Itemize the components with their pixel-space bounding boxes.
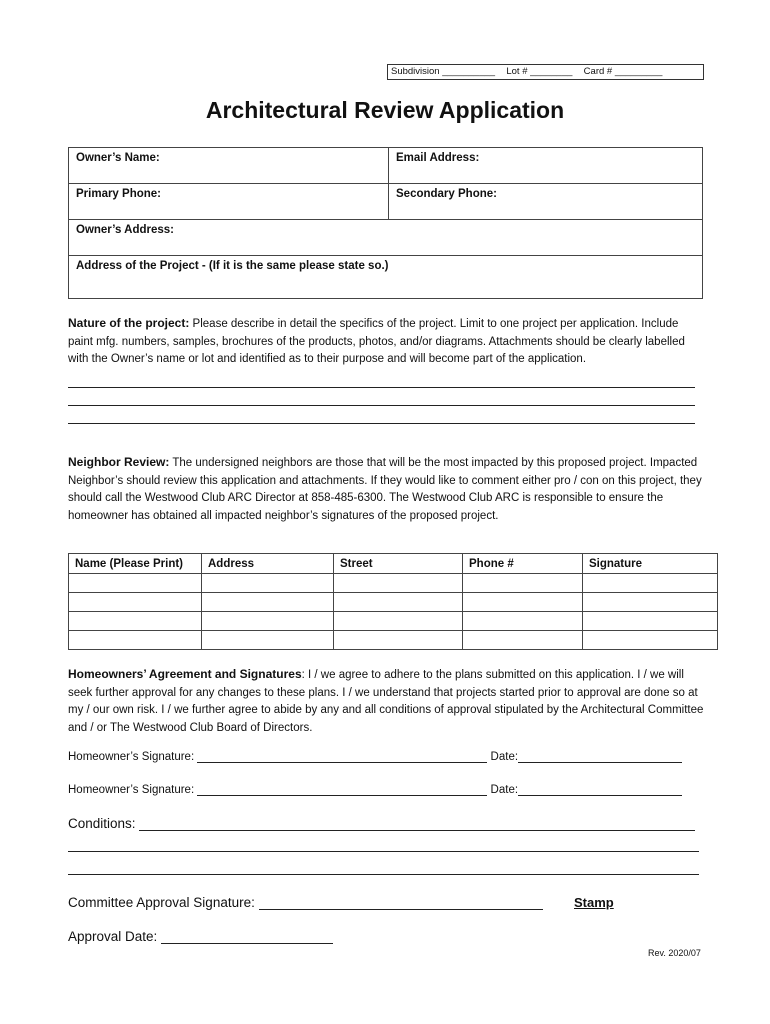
homeowner-signature-row-2 [68, 783, 682, 796]
primary-phone-label: Primary Phone: [76, 188, 161, 200]
table-cell[interactable] [69, 612, 202, 631]
table-cell[interactable] [583, 574, 718, 593]
project-address-label: Address of the Project - (If it is the same please state so.) [76, 260, 389, 272]
homeowner-signature-label: Homeowner’s Signature: [68, 784, 195, 796]
date-label: Date: [490, 751, 519, 763]
table-cell[interactable] [583, 631, 718, 650]
table-cell[interactable] [463, 612, 583, 631]
table-row [69, 631, 718, 650]
table-cell[interactable] [463, 631, 583, 650]
table-cell[interactable] [202, 593, 334, 612]
table-cell[interactable] [334, 574, 463, 593]
date-label: Date: [490, 784, 519, 796]
homeowner-signature-label: Homeowner’s Signature: [68, 751, 195, 763]
nature-of-project-section [68, 315, 704, 369]
conditions-line-1[interactable] [139, 818, 695, 831]
conditions-label: Conditions: [68, 816, 136, 831]
table-cell[interactable] [463, 574, 583, 593]
stamp-label: Stamp [574, 895, 614, 910]
committee-approval-row [68, 895, 543, 910]
agreement-text: : I / we agree to adhere to the plans submitted on this application. I / we will seek further approval for any changes to these plans. I / we understand that projects started prior to approval are done so at my / our own risk. I / we further agree to abide by any and all conditions of approval stipulated by the Architectural Committee and / or The Westwood Club Board of Directors. [68, 669, 704, 734]
committee-signature-line[interactable] [259, 897, 543, 910]
owners-name-label: Owner’s Name: [76, 152, 160, 164]
conditions-row [68, 816, 695, 831]
secondary-phone-cell[interactable] [389, 184, 703, 220]
table-cell[interactable] [69, 574, 202, 593]
owners-address-cell[interactable] [69, 220, 703, 256]
table-row [69, 574, 718, 593]
card-label: Card # _________ [583, 66, 663, 77]
neighbor-review-section [68, 454, 704, 525]
homeowner-signature-row-1 [68, 750, 682, 763]
table-cell[interactable] [202, 631, 334, 650]
table-cell[interactable] [334, 593, 463, 612]
owners-name-cell[interactable] [69, 148, 389, 184]
table-row [69, 612, 718, 631]
neighbor-table-header [69, 554, 718, 574]
owner-info-table [68, 147, 703, 299]
committee-approval-label: Committee Approval Signature: [68, 895, 255, 910]
lot-label: Lot # ________ [506, 66, 573, 77]
agreement-heading: Homeowners’ Agreement and Signatures [68, 667, 302, 681]
primary-phone-cell[interactable] [69, 184, 389, 220]
table-cell[interactable] [334, 631, 463, 650]
table-cell[interactable] [583, 593, 718, 612]
column-signature: Signature [583, 554, 718, 574]
column-phone: Phone # [463, 554, 583, 574]
column-address: Address [202, 554, 334, 574]
subdivision-lot-card-box [387, 64, 704, 80]
page-title: Architectural Review Application [205, 97, 565, 123]
homeowner-signature-line[interactable] [197, 783, 487, 796]
column-street: Street [334, 554, 463, 574]
neighbor-heading: Neighbor Review: [68, 455, 170, 469]
homeowner-signature-line[interactable] [197, 750, 487, 763]
table-cell[interactable] [202, 574, 334, 593]
agreement-section [68, 666, 704, 737]
approval-date-label: Approval Date: [68, 929, 158, 944]
table-cell[interactable] [69, 631, 202, 650]
neighbor-table [68, 553, 718, 650]
nature-line-2[interactable] [68, 405, 695, 406]
conditions-line-3[interactable] [68, 874, 699, 875]
project-address-cell[interactable] [69, 256, 703, 299]
nature-line-3[interactable] [68, 423, 695, 424]
table-cell[interactable] [202, 612, 334, 631]
nature-line-1[interactable] [68, 387, 695, 388]
conditions-line-2[interactable] [68, 851, 699, 852]
email-address-label: Email Address: [396, 152, 480, 164]
nature-text: Please describe in detail the specifics of the project. Limit to one project per application. Include paint mfg. numbers, samples, brochures of the products, photos, and/or diagrams. Attachments should be clearly labelled with the Owner’s name or lot and identified as to their purpose and will become part of the application. [68, 318, 685, 365]
revision-label: Rev. 2020/07 [648, 948, 701, 958]
subdivision-label: Subdivision __________ [391, 66, 496, 77]
table-cell[interactable] [69, 593, 202, 612]
secondary-phone-label: Secondary Phone: [396, 188, 497, 200]
approval-date-line[interactable] [161, 931, 333, 944]
owners-address-label: Owner’s Address: [76, 224, 174, 236]
date-line[interactable] [518, 783, 682, 796]
table-cell[interactable] [463, 593, 583, 612]
date-line[interactable] [518, 750, 682, 763]
nature-heading: Nature of the project: [68, 316, 190, 330]
email-address-cell[interactable] [389, 148, 703, 184]
approval-date-row [68, 929, 333, 944]
column-name: Name (Please Print) [69, 554, 202, 574]
table-cell[interactable] [583, 612, 718, 631]
neighbor-text: The undersigned neighbors are those that will be the most impacted by this proposed project. Impacted Neighbor’s should review this application and attachments. If they would like to comment either pro / con on this project, they should call the Westwood Club ARC Director at 858-485-6300. The Westwood Club ARC is responsible to ensure the homeowner has obtained all impacted neighbor’s signatures of the proposed project. [68, 457, 702, 522]
table-row [69, 593, 718, 612]
table-cell[interactable] [334, 612, 463, 631]
